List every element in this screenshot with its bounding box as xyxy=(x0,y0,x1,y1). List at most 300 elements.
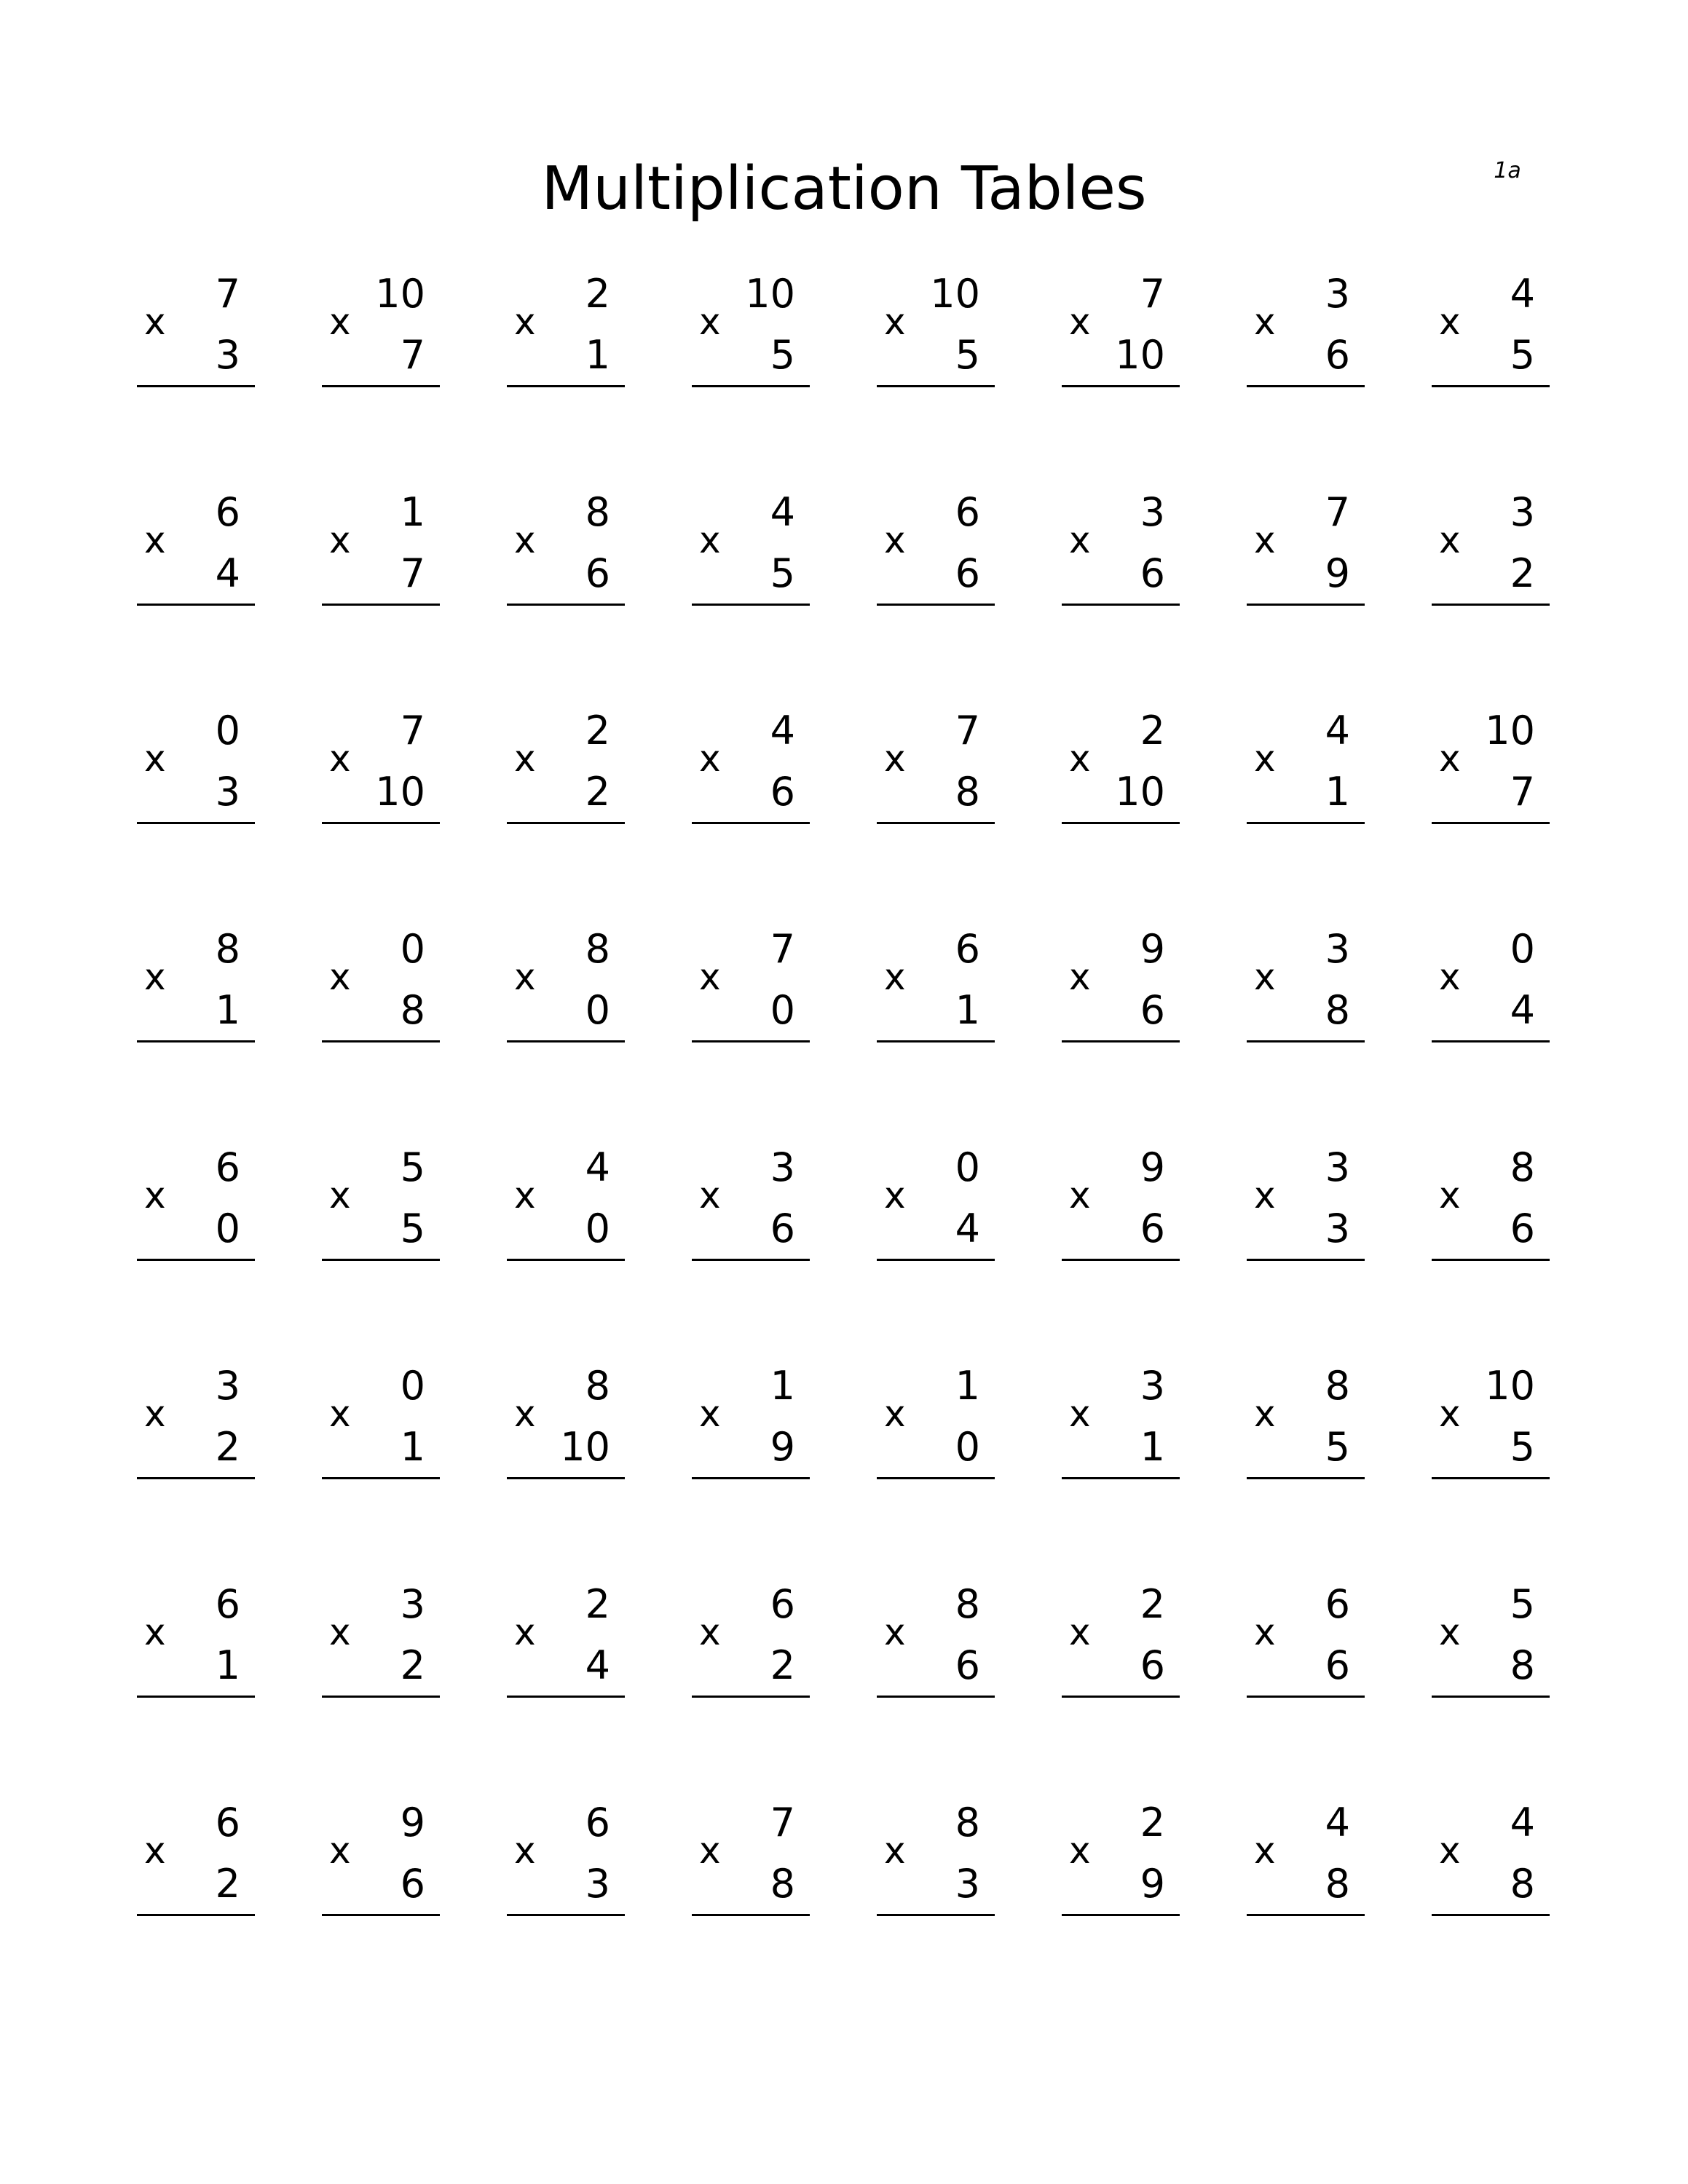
multiplicand: 0 xyxy=(400,1363,425,1409)
multiply-sign: x xyxy=(884,1829,906,1872)
multiply-sign: x xyxy=(329,737,351,780)
problem xyxy=(507,708,625,824)
multiplicand: 7 xyxy=(770,926,795,972)
answer-line xyxy=(507,822,625,824)
problem xyxy=(877,271,995,387)
answer-line xyxy=(1247,1696,1365,1698)
multiplicand: 1 xyxy=(770,1363,795,1409)
multiplier: 1 xyxy=(955,987,980,1033)
problem xyxy=(137,271,255,387)
multiplicand: 10 xyxy=(930,271,980,317)
answer-line xyxy=(877,604,995,606)
answer-line xyxy=(507,1696,625,1698)
multiplicand: 4 xyxy=(1325,708,1350,753)
multiplier: 6 xyxy=(1140,987,1165,1033)
multiplier: 0 xyxy=(215,1206,240,1251)
multiplicand: 6 xyxy=(215,489,240,535)
answer-line xyxy=(137,604,255,606)
multiply-sign: x xyxy=(1254,1829,1276,1872)
answer-line xyxy=(877,822,995,824)
problem xyxy=(322,1800,440,1916)
problem xyxy=(1247,1363,1365,1479)
answer-line xyxy=(137,822,255,824)
multiplier: 8 xyxy=(1510,1861,1535,1907)
multiply-sign: x xyxy=(1254,1393,1276,1435)
multiply-sign: x xyxy=(1254,737,1276,780)
multiply-sign: x xyxy=(1254,301,1276,343)
page-title: Multiplication Tables xyxy=(541,154,1147,223)
multiply-sign: x xyxy=(329,1174,351,1216)
multiply-sign: x xyxy=(1439,301,1461,343)
problem xyxy=(1432,1800,1550,1916)
multiplier: 0 xyxy=(585,1206,610,1251)
multiply-sign: x xyxy=(329,1829,351,1872)
multiplicand: 3 xyxy=(215,1363,240,1409)
multiply-sign: x xyxy=(1439,1829,1461,1872)
multiplier: 0 xyxy=(585,987,610,1033)
answer-line xyxy=(877,1259,995,1261)
multiplier: 8 xyxy=(1325,1861,1350,1907)
multiply-sign: x xyxy=(699,519,721,561)
multiplier: 6 xyxy=(1140,550,1165,596)
multiply-sign: x xyxy=(1439,956,1461,998)
answer-line xyxy=(322,1477,440,1479)
problem xyxy=(692,926,810,1042)
multiplicand: 4 xyxy=(770,708,795,753)
multiplicand: 5 xyxy=(400,1144,425,1190)
multiplier: 7 xyxy=(1510,769,1535,815)
multiplier: 8 xyxy=(955,769,980,815)
multiply-sign: x xyxy=(1069,1174,1091,1216)
multiplicand: 7 xyxy=(215,271,240,317)
multiplier: 8 xyxy=(770,1861,795,1907)
multiplier: 6 xyxy=(955,550,980,596)
multiply-sign: x xyxy=(1069,737,1091,780)
multiplicand: 3 xyxy=(1325,926,1350,972)
multiply-sign: x xyxy=(1439,1174,1461,1216)
answer-line xyxy=(1247,604,1365,606)
answer-line xyxy=(1062,1914,1180,1916)
multiplier: 1 xyxy=(1325,769,1350,815)
multiplier: 7 xyxy=(400,550,425,596)
problem xyxy=(322,1363,440,1479)
multiplicand: 0 xyxy=(215,708,240,753)
multiplicand: 1 xyxy=(400,489,425,535)
multiply-sign: x xyxy=(699,1829,721,1872)
multiplicand: 9 xyxy=(1140,926,1165,972)
answer-line xyxy=(1062,385,1180,387)
multiplier: 3 xyxy=(215,332,240,378)
problem xyxy=(1432,271,1550,387)
problem xyxy=(692,1363,810,1479)
multiplicand: 6 xyxy=(1325,1581,1350,1627)
multiplier: 10 xyxy=(375,769,425,815)
multiplier: 1 xyxy=(215,1642,240,1688)
multiplier: 5 xyxy=(400,1206,425,1251)
multiply-sign: x xyxy=(1254,1611,1276,1653)
multiplier: 2 xyxy=(215,1424,240,1470)
multiplicand: 0 xyxy=(400,926,425,972)
multiplier: 8 xyxy=(1325,987,1350,1033)
multiply-sign: x xyxy=(329,1611,351,1653)
multiplier: 4 xyxy=(1510,987,1535,1033)
multiply-sign: x xyxy=(699,1611,721,1653)
answer-line xyxy=(877,1696,995,1698)
multiplicand: 2 xyxy=(1140,1800,1165,1845)
problem xyxy=(322,271,440,387)
multiplier: 2 xyxy=(400,1642,425,1688)
multiplier: 5 xyxy=(1510,1424,1535,1470)
problem xyxy=(1062,271,1180,387)
problem xyxy=(322,1581,440,1698)
answer-line xyxy=(1432,822,1550,824)
multiply-sign: x xyxy=(1439,519,1461,561)
multiplier: 6 xyxy=(1140,1206,1165,1251)
multiply-sign: x xyxy=(144,737,166,780)
multiplier: 3 xyxy=(955,1861,980,1907)
multiply-sign: x xyxy=(699,1393,721,1435)
answer-line xyxy=(1247,1477,1365,1479)
multiplier: 10 xyxy=(1115,769,1165,815)
answer-line xyxy=(322,1914,440,1916)
multiplier: 9 xyxy=(770,1424,795,1470)
multiplicand: 8 xyxy=(955,1800,980,1845)
multiply-sign: x xyxy=(329,956,351,998)
multiply-sign: x xyxy=(884,1393,906,1435)
multiply-sign: x xyxy=(514,1393,536,1435)
problem xyxy=(507,271,625,387)
answer-line xyxy=(692,822,810,824)
problem xyxy=(1062,1581,1180,1698)
page-code: 1a xyxy=(1494,158,1521,183)
problem xyxy=(1062,1144,1180,1261)
answer-line xyxy=(877,1040,995,1042)
problem xyxy=(507,1581,625,1698)
answer-line xyxy=(507,604,625,606)
multiplier: 6 xyxy=(1510,1206,1535,1251)
problem xyxy=(1247,1144,1365,1261)
multiplier: 7 xyxy=(400,332,425,378)
problem xyxy=(1432,926,1550,1042)
multiply-sign: x xyxy=(1439,1393,1461,1435)
problem xyxy=(137,708,255,824)
multiply-sign: x xyxy=(699,737,721,780)
problem xyxy=(137,489,255,606)
answer-line xyxy=(1432,1914,1550,1916)
answer-line xyxy=(1432,604,1550,606)
answer-line xyxy=(1062,822,1180,824)
multiplicand: 3 xyxy=(1140,489,1165,535)
answer-line xyxy=(1062,1040,1180,1042)
multiplier: 5 xyxy=(770,550,795,596)
multiplicand: 2 xyxy=(585,271,610,317)
multiplier: 3 xyxy=(585,1861,610,1907)
problem xyxy=(692,1800,810,1916)
answer-line xyxy=(692,1040,810,1042)
multiplier: 0 xyxy=(770,987,795,1033)
answer-line xyxy=(507,385,625,387)
multiplier: 5 xyxy=(1510,332,1535,378)
multiplicand: 6 xyxy=(585,1800,610,1845)
multiply-sign: x xyxy=(1069,1393,1091,1435)
multiplicand: 4 xyxy=(585,1144,610,1190)
problem xyxy=(137,1800,255,1916)
answer-line xyxy=(1432,385,1550,387)
answer-line xyxy=(1432,1259,1550,1261)
problem xyxy=(1062,489,1180,606)
multiplier: 6 xyxy=(955,1642,980,1688)
multiplicand: 8 xyxy=(585,926,610,972)
multiplicand: 10 xyxy=(375,271,425,317)
problem xyxy=(692,1581,810,1698)
multiplicand: 2 xyxy=(1140,708,1165,753)
multiply-sign: x xyxy=(1069,301,1091,343)
answer-line xyxy=(322,1696,440,1698)
multiplicand: 4 xyxy=(1510,1800,1535,1845)
answer-line xyxy=(507,1040,625,1042)
multiplier: 10 xyxy=(560,1424,610,1470)
multiplicand: 8 xyxy=(1325,1363,1350,1409)
answer-line xyxy=(692,1914,810,1916)
multiplicand: 6 xyxy=(955,489,980,535)
multiplier: 0 xyxy=(955,1424,980,1470)
multiply-sign: x xyxy=(1254,519,1276,561)
multiply-sign: x xyxy=(1254,1174,1276,1216)
multiplicand: 10 xyxy=(1485,708,1535,753)
multiplicand: 6 xyxy=(215,1800,240,1845)
multiplier: 6 xyxy=(770,769,795,815)
multiply-sign: x xyxy=(884,519,906,561)
multiply-sign: x xyxy=(884,956,906,998)
multiplier: 2 xyxy=(585,769,610,815)
problem xyxy=(1062,1800,1180,1916)
problem xyxy=(1247,1581,1365,1698)
multiply-sign: x xyxy=(1439,1611,1461,1653)
multiplier: 1 xyxy=(1140,1424,1165,1470)
problem xyxy=(1247,708,1365,824)
multiplier: 3 xyxy=(215,769,240,815)
multiplicand: 9 xyxy=(1140,1144,1165,1190)
multiply-sign: x xyxy=(329,1393,351,1435)
multiplier: 8 xyxy=(1510,1642,1535,1688)
multiplicand: 10 xyxy=(745,271,795,317)
answer-line xyxy=(1062,1259,1180,1261)
multiplicand: 7 xyxy=(1140,271,1165,317)
multiply-sign: x xyxy=(514,737,536,780)
problem xyxy=(1247,1800,1365,1916)
problem xyxy=(1062,926,1180,1042)
problem xyxy=(322,489,440,606)
answer-line xyxy=(1247,385,1365,387)
multiplier: 2 xyxy=(215,1861,240,1907)
multiplicand: 2 xyxy=(1140,1581,1165,1627)
multiplicand: 8 xyxy=(955,1581,980,1627)
problem xyxy=(877,926,995,1042)
multiplier: 3 xyxy=(1325,1206,1350,1251)
answer-line xyxy=(137,1477,255,1479)
answer-line xyxy=(1062,1477,1180,1479)
multiplier: 6 xyxy=(1325,332,1350,378)
multiplicand: 4 xyxy=(770,489,795,535)
multiplier: 2 xyxy=(1510,550,1535,596)
multiply-sign: x xyxy=(144,1829,166,1872)
multiplicand: 8 xyxy=(585,489,610,535)
answer-line xyxy=(137,1696,255,1698)
answer-line xyxy=(1432,1040,1550,1042)
problem xyxy=(507,926,625,1042)
multiply-sign: x xyxy=(144,1174,166,1216)
answer-line xyxy=(137,1914,255,1916)
multiplicand: 3 xyxy=(400,1581,425,1627)
multiplier: 10 xyxy=(1115,332,1165,378)
answer-line xyxy=(137,1259,255,1261)
multiply-sign: x xyxy=(699,301,721,343)
multiplier: 5 xyxy=(955,332,980,378)
multiply-sign: x xyxy=(884,1174,906,1216)
problem xyxy=(1432,708,1550,824)
multiplier: 6 xyxy=(1325,1642,1350,1688)
multiplier: 1 xyxy=(400,1424,425,1470)
problem xyxy=(507,1800,625,1916)
problem xyxy=(1247,271,1365,387)
multiplier: 1 xyxy=(215,987,240,1033)
problem xyxy=(1432,489,1550,606)
multiplier: 2 xyxy=(770,1642,795,1688)
multiplicand: 3 xyxy=(770,1144,795,1190)
answer-line xyxy=(692,1259,810,1261)
problem xyxy=(1062,1363,1180,1479)
multiply-sign: x xyxy=(514,956,536,998)
multiplier: 6 xyxy=(585,550,610,596)
problem xyxy=(877,708,995,824)
problem xyxy=(1062,708,1180,824)
problem xyxy=(692,271,810,387)
multiply-sign: x xyxy=(1069,1829,1091,1872)
answer-line xyxy=(507,1259,625,1261)
problem xyxy=(877,1144,995,1261)
answer-line xyxy=(692,1696,810,1698)
answer-line xyxy=(1062,604,1180,606)
multiply-sign: x xyxy=(144,301,166,343)
multiply-sign: x xyxy=(144,1611,166,1653)
multiplicand: 8 xyxy=(585,1363,610,1409)
multiply-sign: x xyxy=(884,301,906,343)
multiplier: 9 xyxy=(1325,550,1350,596)
answer-line xyxy=(322,822,440,824)
multiply-sign: x xyxy=(1069,956,1091,998)
problem xyxy=(877,1363,995,1479)
answer-line xyxy=(137,1040,255,1042)
problem xyxy=(1247,926,1365,1042)
multiply-sign: x xyxy=(514,1174,536,1216)
multiplicand: 5 xyxy=(1510,1581,1535,1627)
multiply-sign: x xyxy=(884,1611,906,1653)
answer-line xyxy=(322,385,440,387)
problem xyxy=(877,1800,995,1916)
multiplier: 5 xyxy=(1325,1424,1350,1470)
answer-line xyxy=(1247,1259,1365,1261)
multiplier: 4 xyxy=(585,1642,610,1688)
multiplicand: 3 xyxy=(1140,1363,1165,1409)
answer-line xyxy=(507,1914,625,1916)
problem xyxy=(322,708,440,824)
multiplier: 6 xyxy=(400,1861,425,1907)
multiplicand: 1 xyxy=(955,1363,980,1409)
multiplicand: 4 xyxy=(1510,271,1535,317)
answer-line xyxy=(877,1477,995,1479)
multiply-sign: x xyxy=(329,519,351,561)
multiplier: 6 xyxy=(770,1206,795,1251)
problem xyxy=(877,1581,995,1698)
multiply-sign: x xyxy=(1069,519,1091,561)
multiplicand: 10 xyxy=(1485,1363,1535,1409)
multiplicand: 4 xyxy=(1325,1800,1350,1845)
answer-line xyxy=(1247,1040,1365,1042)
multiplicand: 3 xyxy=(1510,489,1535,535)
multiply-sign: x xyxy=(1439,737,1461,780)
multiplicand: 0 xyxy=(1510,926,1535,972)
answer-line xyxy=(322,1259,440,1261)
multiplicand: 0 xyxy=(955,1144,980,1190)
answer-line xyxy=(877,1914,995,1916)
problem xyxy=(1432,1144,1550,1261)
multiplicand: 6 xyxy=(215,1144,240,1190)
multiplicand: 6 xyxy=(215,1581,240,1627)
answer-line xyxy=(1247,822,1365,824)
multiplier: 6 xyxy=(1140,1642,1165,1688)
multiplicand: 8 xyxy=(1510,1144,1535,1190)
answer-line xyxy=(1432,1477,1550,1479)
problem xyxy=(137,1144,255,1261)
multiplicand: 2 xyxy=(585,1581,610,1627)
problem xyxy=(507,1144,625,1261)
multiplicand: 8 xyxy=(215,926,240,972)
answer-line xyxy=(322,1040,440,1042)
multiplier: 1 xyxy=(585,332,610,378)
answer-line xyxy=(322,604,440,606)
problem xyxy=(137,1581,255,1698)
multiply-sign: x xyxy=(1254,956,1276,998)
answer-line xyxy=(692,1477,810,1479)
multiplicand: 9 xyxy=(400,1800,425,1845)
problem xyxy=(692,1144,810,1261)
answer-line xyxy=(137,385,255,387)
problem xyxy=(692,708,810,824)
multiplicand: 3 xyxy=(1325,1144,1350,1190)
multiplicand: 2 xyxy=(585,708,610,753)
answer-line xyxy=(1062,1696,1180,1698)
multiplicand: 6 xyxy=(955,926,980,972)
multiply-sign: x xyxy=(699,1174,721,1216)
multiplier: 5 xyxy=(770,332,795,378)
multiply-sign: x xyxy=(1069,1611,1091,1653)
multiplier: 4 xyxy=(955,1206,980,1251)
multiply-sign: x xyxy=(514,519,536,561)
multiplier: 9 xyxy=(1140,1861,1165,1907)
multiply-sign: x xyxy=(144,519,166,561)
multiply-sign: x xyxy=(144,956,166,998)
answer-line xyxy=(692,385,810,387)
multiplier: 8 xyxy=(400,987,425,1033)
multiply-sign: x xyxy=(884,737,906,780)
problem xyxy=(877,489,995,606)
answer-line xyxy=(877,385,995,387)
answer-line xyxy=(507,1477,625,1479)
multiplicand: 7 xyxy=(770,1800,795,1845)
problem xyxy=(1432,1581,1550,1698)
multiply-sign: x xyxy=(514,1829,536,1872)
multiplicand: 7 xyxy=(1325,489,1350,535)
